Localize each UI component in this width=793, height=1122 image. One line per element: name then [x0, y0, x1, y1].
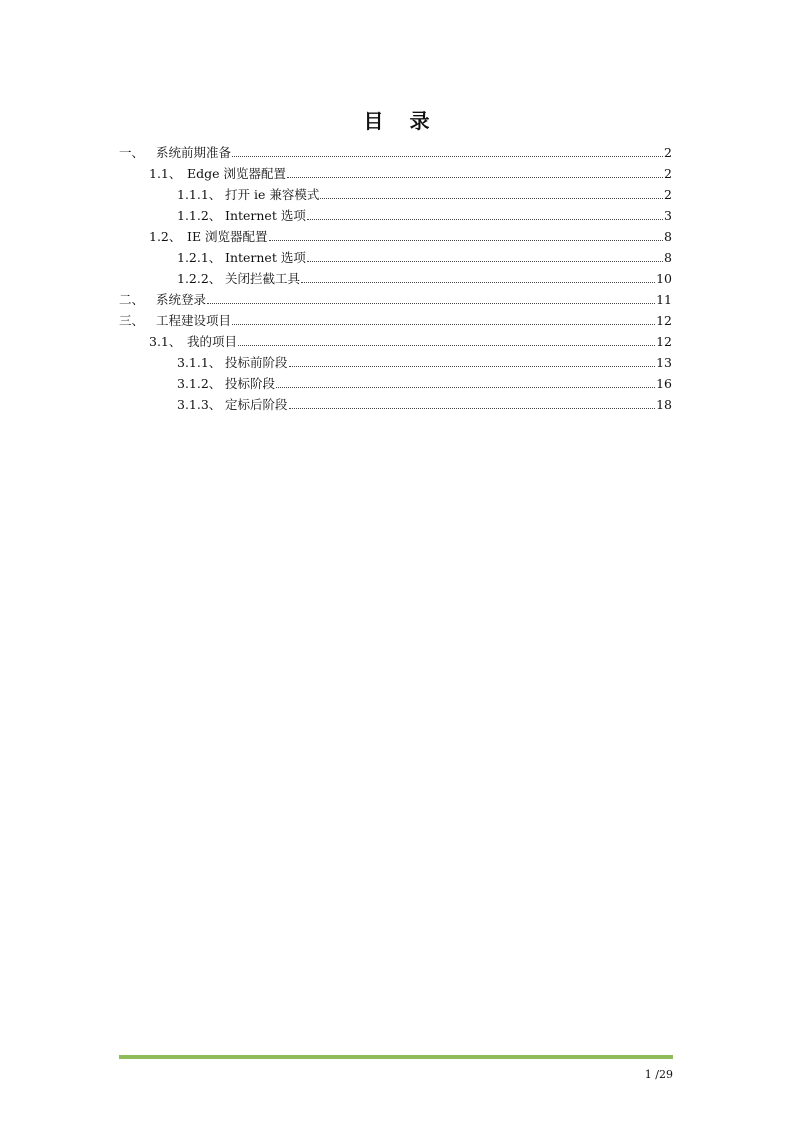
toc-entry-page: 16 — [656, 376, 672, 391]
toc-entry[interactable] — [119, 224, 672, 245]
toc-entry-text: 打开 ie 兼容模式 — [225, 187, 320, 202]
toc-entry-text: 系统登录 — [156, 292, 207, 307]
toc-entry-page: 8 — [664, 250, 672, 265]
toc-entry-number: 1.1.1、 — [177, 187, 222, 202]
toc-leader-dots — [269, 239, 664, 241]
toc-entry[interactable] — [119, 203, 672, 224]
toc-entry-number: 1.2.1、 — [177, 250, 222, 265]
toc-entry-number: 1.1、 — [149, 166, 182, 181]
toc-entry-page: 2 — [664, 187, 672, 202]
footer-divider — [119, 1055, 673, 1059]
toc-entry[interactable] — [119, 161, 672, 182]
toc-entry-page: 2 — [664, 145, 672, 160]
toc-entry-page: 18 — [656, 397, 672, 412]
footer-page-indicator: 1 /29 — [644, 1068, 673, 1081]
toc-entry[interactable] — [119, 308, 672, 329]
toc-leader-dots — [307, 260, 663, 262]
toc-entry[interactable] — [119, 371, 672, 392]
toc-leader-dots — [276, 386, 655, 388]
toc-entry[interactable] — [119, 350, 672, 371]
toc-leader-dots — [307, 218, 663, 220]
toc-entry-number: 3.1.3、 — [177, 397, 222, 412]
toc-entry-page: 2 — [664, 166, 672, 181]
toc-entry-page: 8 — [664, 229, 672, 244]
toc-entry-number: 3.1.2、 — [177, 376, 222, 391]
toc-entry-number: 3.1、 — [149, 334, 182, 349]
toc-entry-text: 工程建设项目 — [156, 313, 232, 328]
toc-title — [0, 105, 793, 134]
toc-entry-text: Internet 选项 — [225, 250, 306, 265]
toc-entry-number: 三、 — [119, 313, 145, 328]
toc-entry-number: 3.1.1、 — [177, 355, 222, 370]
toc-leader-dots — [289, 365, 656, 367]
toc-entry-text: 定标后阶段 — [225, 397, 288, 412]
toc-entry-page: 12 — [656, 313, 672, 328]
toc-entry-text: 投标前阶段 — [225, 355, 288, 370]
toc-leader-dots — [289, 407, 656, 409]
toc-entry-number: 1.1.2、 — [177, 208, 222, 223]
toc-title-char-2: 录 — [409, 109, 430, 133]
toc-entry[interactable] — [119, 182, 672, 203]
toc-entry[interactable] — [119, 287, 672, 308]
toc-entry-text: 投标阶段 — [225, 376, 276, 391]
toc-leader-dots — [232, 323, 655, 325]
toc-entry[interactable] — [119, 140, 672, 161]
toc-entry-page: 12 — [656, 334, 672, 349]
toc-entry-text: 我的项目 — [187, 334, 238, 349]
toc-entry-number: 二、 — [119, 292, 145, 307]
toc-leader-dots — [320, 197, 663, 199]
toc-leader-dots — [238, 344, 655, 346]
toc-entry[interactable] — [119, 245, 672, 266]
toc-entry-text: Internet 选项 — [225, 208, 306, 223]
toc-entry[interactable] — [119, 266, 672, 287]
toc-entry-page: 10 — [656, 271, 672, 286]
toc-entry-text: 关闭拦截工具 — [225, 271, 301, 286]
toc-entry[interactable] — [119, 329, 672, 350]
toc-leader-dots — [207, 302, 655, 304]
toc-entry-text: IE 浏览器配置 — [187, 229, 268, 244]
table-of-contents — [119, 140, 672, 413]
toc-entry-number: 一、 — [119, 145, 145, 160]
toc-entry-text: Edge 浏览器配置 — [187, 166, 286, 181]
toc-title-char-1: 目 — [363, 109, 384, 133]
toc-leader-dots — [287, 176, 663, 178]
toc-entry-page: 11 — [656, 292, 672, 307]
toc-leader-dots — [301, 281, 655, 283]
toc-entry[interactable] — [119, 392, 672, 413]
toc-leader-dots — [232, 155, 663, 157]
toc-entry-number: 1.2.2、 — [177, 271, 222, 286]
toc-entry-text: 系统前期准备 — [156, 145, 232, 160]
toc-entry-page: 13 — [656, 355, 672, 370]
toc-entry-number: 1.2、 — [149, 229, 182, 244]
toc-entry-page: 3 — [664, 208, 672, 223]
